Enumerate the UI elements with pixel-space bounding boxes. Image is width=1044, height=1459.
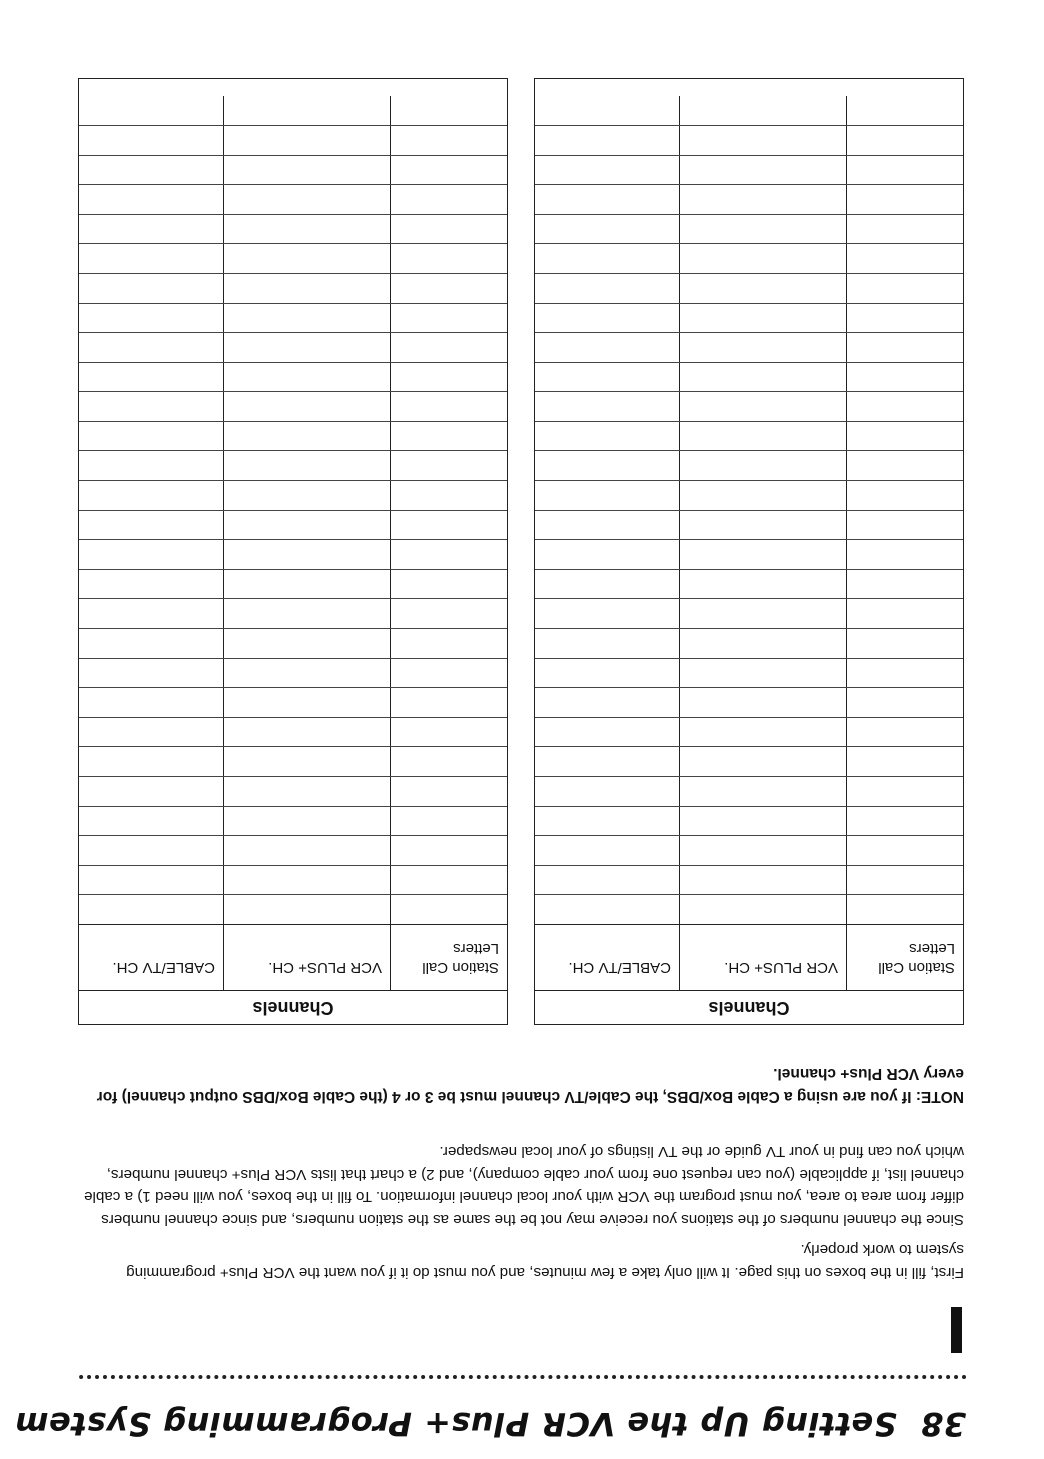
vcr-plus-channel-cell [680, 747, 847, 776]
cable-tv-channel-cell [79, 452, 224, 481]
vcr-plus-channel-cell [224, 718, 391, 747]
cable-tv-channel-cell [535, 156, 680, 185]
cable-tv-channel-cell [79, 481, 224, 510]
table-row [535, 273, 963, 303]
station-call-letters-cell [391, 185, 507, 214]
vcr-plus-channel-cell [224, 363, 391, 392]
station-call-letters-cell [847, 807, 963, 836]
cable-tv-channel-cell [79, 629, 224, 658]
cable-tv-channel-cell [79, 570, 224, 599]
cable-tv-channel-cell [79, 540, 224, 569]
section-marker-bar [951, 1307, 962, 1353]
table-row [535, 125, 963, 155]
table-row [535, 243, 963, 273]
vcr-plus-channel-cell [224, 126, 391, 155]
table-row [535, 746, 963, 776]
column-header-cable-tv-channel: CABLE/TV CH. [535, 925, 680, 990]
cable-tv-channel-cell [535, 511, 680, 540]
table-row [79, 451, 507, 481]
cable-tv-channel-cell [79, 274, 224, 303]
vcr-plus-channel-cell [224, 422, 391, 451]
station-call-letters-cell [391, 126, 507, 155]
station-call-letters-cell [847, 747, 963, 776]
vcr-plus-channel-cell [224, 304, 391, 333]
vcr-plus-channel-cell [680, 540, 847, 569]
cable-tv-channel-cell [79, 866, 224, 895]
cable-tv-channel-cell [79, 718, 224, 747]
station-call-letters-cell [847, 422, 963, 451]
cable-tv-channel-cell [535, 629, 680, 658]
vcr-plus-channel-cell [680, 215, 847, 244]
station-call-letters-cell [847, 836, 963, 865]
station-call-letters-cell [391, 304, 507, 333]
vcr-plus-channel-cell [680, 777, 847, 806]
table-row [535, 421, 963, 451]
vcr-plus-channel-cell [680, 452, 847, 481]
vcr-plus-channel-cell [224, 274, 391, 303]
station-call-letters-cell [847, 866, 963, 895]
vcr-plus-channel-cell [680, 599, 847, 628]
station-call-letters-cell [847, 629, 963, 658]
instructions-text [74, 1131, 964, 1283]
channels-table-title: Channels [79, 990, 507, 1024]
table-row [79, 155, 507, 185]
cable-tv-channel-cell [79, 688, 224, 717]
dotted-divider [78, 1375, 966, 1379]
station-call-letters-cell [847, 599, 963, 628]
station-call-letters-cell [391, 96, 507, 125]
cable-tv-channel-cell [535, 481, 680, 510]
cable-tv-channel-cell [535, 688, 680, 717]
table-row [79, 391, 507, 421]
vcr-plus-channel-cell [680, 688, 847, 717]
column-header-station-call-letters: Station Call Letters [878, 940, 955, 976]
table-row [535, 184, 963, 214]
table-row [535, 155, 963, 185]
station-call-letters-cell [391, 274, 507, 303]
cable-tv-channel-cell [535, 570, 680, 599]
vcr-plus-channel-cell [680, 126, 847, 155]
station-call-letters-cell [847, 688, 963, 717]
cable-tv-channel-cell [535, 895, 680, 924]
table-row [535, 687, 963, 717]
channels-table-title: Channels [535, 990, 963, 1024]
station-call-letters-cell [391, 244, 507, 273]
table-row [79, 687, 507, 717]
station-call-letters-cell [391, 422, 507, 451]
station-call-letters-cell [847, 274, 963, 303]
table-row [535, 865, 963, 895]
vcr-plus-channel-cell [224, 570, 391, 599]
page-title: Setting Up the VCR Plus+ Programming System [14, 1405, 897, 1443]
table-row [79, 806, 507, 836]
cable-tv-channel-cell [79, 422, 224, 451]
table-row [535, 628, 963, 658]
vcr-plus-channel-cell [680, 895, 847, 924]
station-call-letters-cell [391, 659, 507, 688]
table-row [535, 391, 963, 421]
table-row [79, 865, 507, 895]
vcr-plus-channel-cell [224, 629, 391, 658]
table-row [79, 569, 507, 599]
cable-tv-channel-cell [535, 777, 680, 806]
station-call-letters-cell [847, 392, 963, 421]
cable-tv-channel-cell [79, 156, 224, 185]
table-row [79, 510, 507, 540]
table-row [535, 835, 963, 865]
station-call-letters-cell [847, 156, 963, 185]
vcr-plus-channel-cell [680, 244, 847, 273]
vcr-plus-channel-cell [680, 629, 847, 658]
channels-table-header [535, 924, 963, 990]
column-header-vcr-plus-channel: VCR PLUS+ CH. [680, 925, 847, 990]
table-row [535, 451, 963, 481]
cable-tv-channel-cell [79, 185, 224, 214]
cable-tv-channel-cell [79, 363, 224, 392]
vcr-plus-channel-cell [680, 156, 847, 185]
station-call-letters-cell [391, 599, 507, 628]
cable-tv-channel-cell [535, 747, 680, 776]
vcr-plus-channel-cell [680, 511, 847, 540]
station-call-letters-cell [847, 363, 963, 392]
station-call-letters-cell [847, 304, 963, 333]
cable-tv-channel-cell [535, 363, 680, 392]
station-call-letters-cell [391, 215, 507, 244]
vcr-plus-channel-cell [224, 481, 391, 510]
table-row [535, 362, 963, 392]
vcr-plus-channel-cell [224, 156, 391, 185]
column-header-vcr-plus-channel: VCR PLUS+ CH. [224, 925, 391, 990]
cable-tv-channel-cell [79, 333, 224, 362]
vcr-plus-channel-cell [224, 185, 391, 214]
vcr-plus-channel-cell [680, 363, 847, 392]
table-row [79, 539, 507, 569]
vcr-plus-channel-cell [224, 540, 391, 569]
station-call-letters-cell [391, 718, 507, 747]
vcr-plus-channel-cell [680, 481, 847, 510]
vcr-plus-channel-cell [224, 659, 391, 688]
vcr-plus-channel-cell [224, 777, 391, 806]
table-row [535, 96, 963, 125]
cable-tv-channel-cell [79, 807, 224, 836]
station-call-letters-cell [391, 688, 507, 717]
station-call-letters-cell [391, 629, 507, 658]
table-row [79, 362, 507, 392]
table-row [79, 303, 507, 333]
cable-tv-channel-cell [79, 96, 224, 125]
column-header-cable-tv-channel: CABLE/TV CH. [79, 925, 224, 990]
cable-tv-channel-cell [79, 244, 224, 273]
station-call-letters-cell [847, 452, 963, 481]
station-call-letters-cell [847, 570, 963, 599]
station-call-letters-cell [847, 511, 963, 540]
station-call-letters-cell [847, 895, 963, 924]
station-call-letters-cell [847, 777, 963, 806]
cable-tv-channel-cell [79, 747, 224, 776]
cable-tv-channel-cell [79, 215, 224, 244]
station-call-letters-cell [847, 244, 963, 273]
vcr-plus-channel-cell [680, 718, 847, 747]
station-call-letters-cell [391, 333, 507, 362]
vcr-plus-channel-cell [224, 895, 391, 924]
vcr-plus-channel-cell [224, 807, 391, 836]
station-call-letters-cell [391, 481, 507, 510]
cable-tv-channel-cell [535, 333, 680, 362]
table-row [535, 717, 963, 747]
cable-tv-channel-cell [535, 274, 680, 303]
table-row [535, 332, 963, 362]
vcr-plus-channel-cell [680, 659, 847, 688]
cable-tv-channel-cell [535, 540, 680, 569]
cable-tv-channel-cell [535, 96, 680, 125]
vcr-plus-channel-cell [224, 452, 391, 481]
cable-tv-channel-cell [535, 836, 680, 865]
table-row [535, 894, 963, 924]
station-call-letters-cell [847, 215, 963, 244]
table-row [79, 243, 507, 273]
station-call-letters-cell [391, 363, 507, 392]
table-row [79, 658, 507, 688]
vcr-plus-channel-cell [224, 392, 391, 421]
vcr-plus-channel-cell [224, 836, 391, 865]
station-call-letters-cell [391, 511, 507, 540]
vcr-plus-channel-cell [224, 511, 391, 540]
vcr-plus-channel-cell [224, 215, 391, 244]
station-call-letters-cell [391, 452, 507, 481]
channels-table-header [79, 924, 507, 990]
table-row [79, 598, 507, 628]
cable-tv-channel-cell [535, 304, 680, 333]
vcr-plus-channel-cell [224, 96, 391, 125]
station-call-letters-cell [847, 185, 963, 214]
station-call-letters-cell [391, 836, 507, 865]
station-call-letters-cell [847, 333, 963, 362]
cable-tv-channel-cell [79, 511, 224, 540]
table-row [79, 184, 507, 214]
cable-tv-channel-cell [79, 599, 224, 628]
cable-tv-channel-cell [79, 659, 224, 688]
vcr-plus-channel-cell [224, 599, 391, 628]
vcr-plus-channel-cell [224, 333, 391, 362]
cable-tv-channel-cell [535, 244, 680, 273]
cable-tv-channel-cell [79, 777, 224, 806]
table-row [535, 303, 963, 333]
station-call-letters-cell [847, 96, 963, 125]
station-call-letters-cell [391, 570, 507, 599]
station-call-letters-cell [847, 126, 963, 155]
table-row [79, 746, 507, 776]
table-row [79, 894, 507, 924]
station-call-letters-cell [391, 156, 507, 185]
cable-box-note: NOTE: If you are using a Cable Box/DBS, the Cable/TV channel must be 3 or 4 (the Cable Box/DBS output channel) for every VCR Plus+ channel. [96, 1065, 964, 1105]
vcr-plus-channel-cell [680, 96, 847, 125]
cable-tv-channel-cell [79, 126, 224, 155]
vcr-plus-channel-cell [680, 866, 847, 895]
cable-tv-channel-cell [535, 392, 680, 421]
table-row [79, 125, 507, 155]
table-row [79, 480, 507, 510]
vcr-plus-channel-cell [680, 185, 847, 214]
station-call-letters-cell [847, 481, 963, 510]
cable-tv-channel-cell [535, 807, 680, 836]
cable-tv-channel-cell [535, 866, 680, 895]
cable-tv-channel-cell [79, 836, 224, 865]
column-header-station-call-letters: Station Call Letters [422, 940, 499, 976]
station-call-letters-cell [847, 718, 963, 747]
table-row [79, 776, 507, 806]
station-call-letters-cell [391, 807, 507, 836]
cable-tv-channel-cell [79, 392, 224, 421]
table-row [79, 214, 507, 244]
vcr-plus-channel-cell [680, 274, 847, 303]
table-row [535, 776, 963, 806]
cable-tv-channel-cell [535, 599, 680, 628]
vcr-plus-channel-cell [680, 304, 847, 333]
table-row [79, 332, 507, 362]
table-row [535, 598, 963, 628]
table-row [79, 273, 507, 303]
cable-tv-channel-cell [535, 215, 680, 244]
station-call-letters-cell [391, 866, 507, 895]
station-call-letters-cell [847, 659, 963, 688]
vcr-plus-channel-cell [680, 836, 847, 865]
instructions-paragraph-2: Since the channel numbers of the stations you receive may not be the same as the station numbers, and since channel numbers differ from area to area, you must program the VCR with your local channel information. To fill in the boxes, you will need 1) a cable channel list, if applicable (you can request one from your cable company), and 2) a chart that lists VCR Plus+ channel numbers, which you can find in your TV guide or the TV listings of your local newspaper. [84, 1143, 964, 1228]
table-row [535, 539, 963, 569]
table-row [535, 510, 963, 540]
cable-tv-channel-cell [79, 304, 224, 333]
channels-table-right [78, 78, 508, 1025]
cable-tv-channel-cell [79, 895, 224, 924]
cable-tv-channel-cell [535, 718, 680, 747]
cable-tv-channel-cell [535, 659, 680, 688]
channels-table-rows [535, 96, 963, 924]
table-row [535, 658, 963, 688]
station-call-letters-cell [391, 777, 507, 806]
vcr-plus-channel-cell [680, 570, 847, 599]
table-row [535, 480, 963, 510]
vcr-plus-channel-cell [224, 747, 391, 776]
station-call-letters-cell [847, 540, 963, 569]
station-call-letters-cell [391, 895, 507, 924]
vcr-plus-channel-cell [680, 422, 847, 451]
table-row [535, 214, 963, 244]
table-row [79, 628, 507, 658]
vcr-plus-channel-cell [224, 244, 391, 273]
cable-tv-channel-cell [535, 185, 680, 214]
station-call-letters-cell [391, 747, 507, 776]
instructions-paragraph-1: First, fill in the boxes on this page. It will only take a few minutes, and you must do it if you want the VCR Plus+ programming system to work properly. [126, 1241, 964, 1281]
table-row [79, 835, 507, 865]
vcr-plus-channel-cell [680, 333, 847, 362]
channels-table-rows [79, 96, 507, 924]
vcr-plus-channel-cell [680, 392, 847, 421]
page-heading [14, 1405, 966, 1443]
table-row [535, 806, 963, 836]
cable-tv-channel-cell [535, 452, 680, 481]
station-call-letters-cell [391, 540, 507, 569]
vcr-plus-channel-cell [224, 866, 391, 895]
table-row [535, 569, 963, 599]
cable-tv-channel-cell [535, 126, 680, 155]
cable-tv-channel-cell [535, 422, 680, 451]
table-row [79, 717, 507, 747]
vcr-plus-channel-cell [680, 807, 847, 836]
table-row [79, 96, 507, 125]
station-call-letters-cell [391, 392, 507, 421]
table-row [79, 421, 507, 451]
page-number: 38 [920, 1405, 966, 1443]
channels-table-left [534, 78, 964, 1025]
vcr-plus-channel-cell [224, 688, 391, 717]
